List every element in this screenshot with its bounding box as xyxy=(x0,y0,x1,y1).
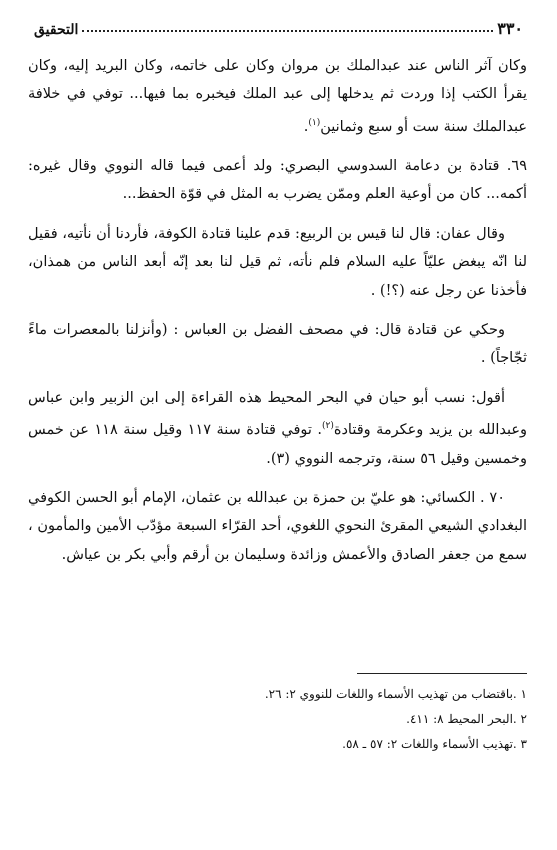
footnote: ٣ .تهذيب الأسماء واللغات ٢: ٥٧ ـ ٥٨. xyxy=(342,737,527,751)
paragraph: أقول: نسب أبو حيان في البحر المحيط هذه القراءة إلى ابن الزبير وابن عباس وعبدالله بن يزيد وعكرمة وقتادة$^{(٢)}$. توفي قتادة سنة ١١٧ وقيل سنة ١١٨ عن خمس وخمسين وقيل ٥٦ سنة، وترجمه النووي (٣). xyxy=(28,389,528,467)
footnotes xyxy=(40,682,527,757)
paragraph: ٧٠ . الكسائي: هو عليّ بن حمزة بن عبدالله بن عثمان، الإمام أبو الحسن الكوفي البغدادي الشيعي المقرئ النحوي اللغوي، أحد القرّاء السبعة مؤدّب الأمين والمأمون ، سمع من جعفر الصادق والأعمش وزائدة وسليمان بن أرقم وأبي بكر بن عياش. xyxy=(28,489,527,563)
footnote-ref: (٢) xyxy=(322,421,334,432)
paragraph: وكان آثر الناس عند عبدالملك بن مروان وكان على خاتمه، وكان البريد إليه، وكان يقرأ الكتب إذا وردت ثم يدخلها إلى عبد الملك فيخبره بما فيها... توفي في خلافة عبدالملك سنة ست أو سبع وثمانين$^{(١)}$. xyxy=(28,58,527,135)
main-text xyxy=(28,52,527,580)
footnote: ٢ .البحر المحيط ٨: ٤١١. xyxy=(406,712,527,726)
running-title: التحقيق xyxy=(34,22,79,38)
header-dotted-leader xyxy=(82,30,493,32)
paragraph: ٦٩. قتادة بن دعامة السدوسي البصري: ولد أعمى فيما قاله النووي وقال غيره: أكمه... كان من أوعية العلم وممّن يضرب به المثل في قوّة الحفظ... xyxy=(28,158,527,203)
paragraph: وحكي عن قتادة قال: في مصحف الفضل بن العباس : (وأنزلنا بالمعصرات ماءً ثجّاجاً) . xyxy=(28,322,527,367)
page-header xyxy=(34,14,523,38)
footnote: ١ .باقتضاب من تهذيب الأسماء واللغات للنووي ٢: ٢٦. xyxy=(264,687,527,701)
paragraph: وقال عفان: قال لنا قيس بن الربيع: قدم علينا قتادة الكوفة، فأردنا أن نأتيه، فقيل لنا انّه يبغض عليّاً عليه السلام فلم نأته، ثم قيل لنا بعد إنّه أبعد الناس من همذان، فأخذنا عن رجل عنه (؟!) . xyxy=(28,225,527,299)
footnote-divider xyxy=(357,673,527,674)
footnote-ref: (١) xyxy=(308,117,321,128)
page-number: ٣٣٠ xyxy=(497,19,523,38)
